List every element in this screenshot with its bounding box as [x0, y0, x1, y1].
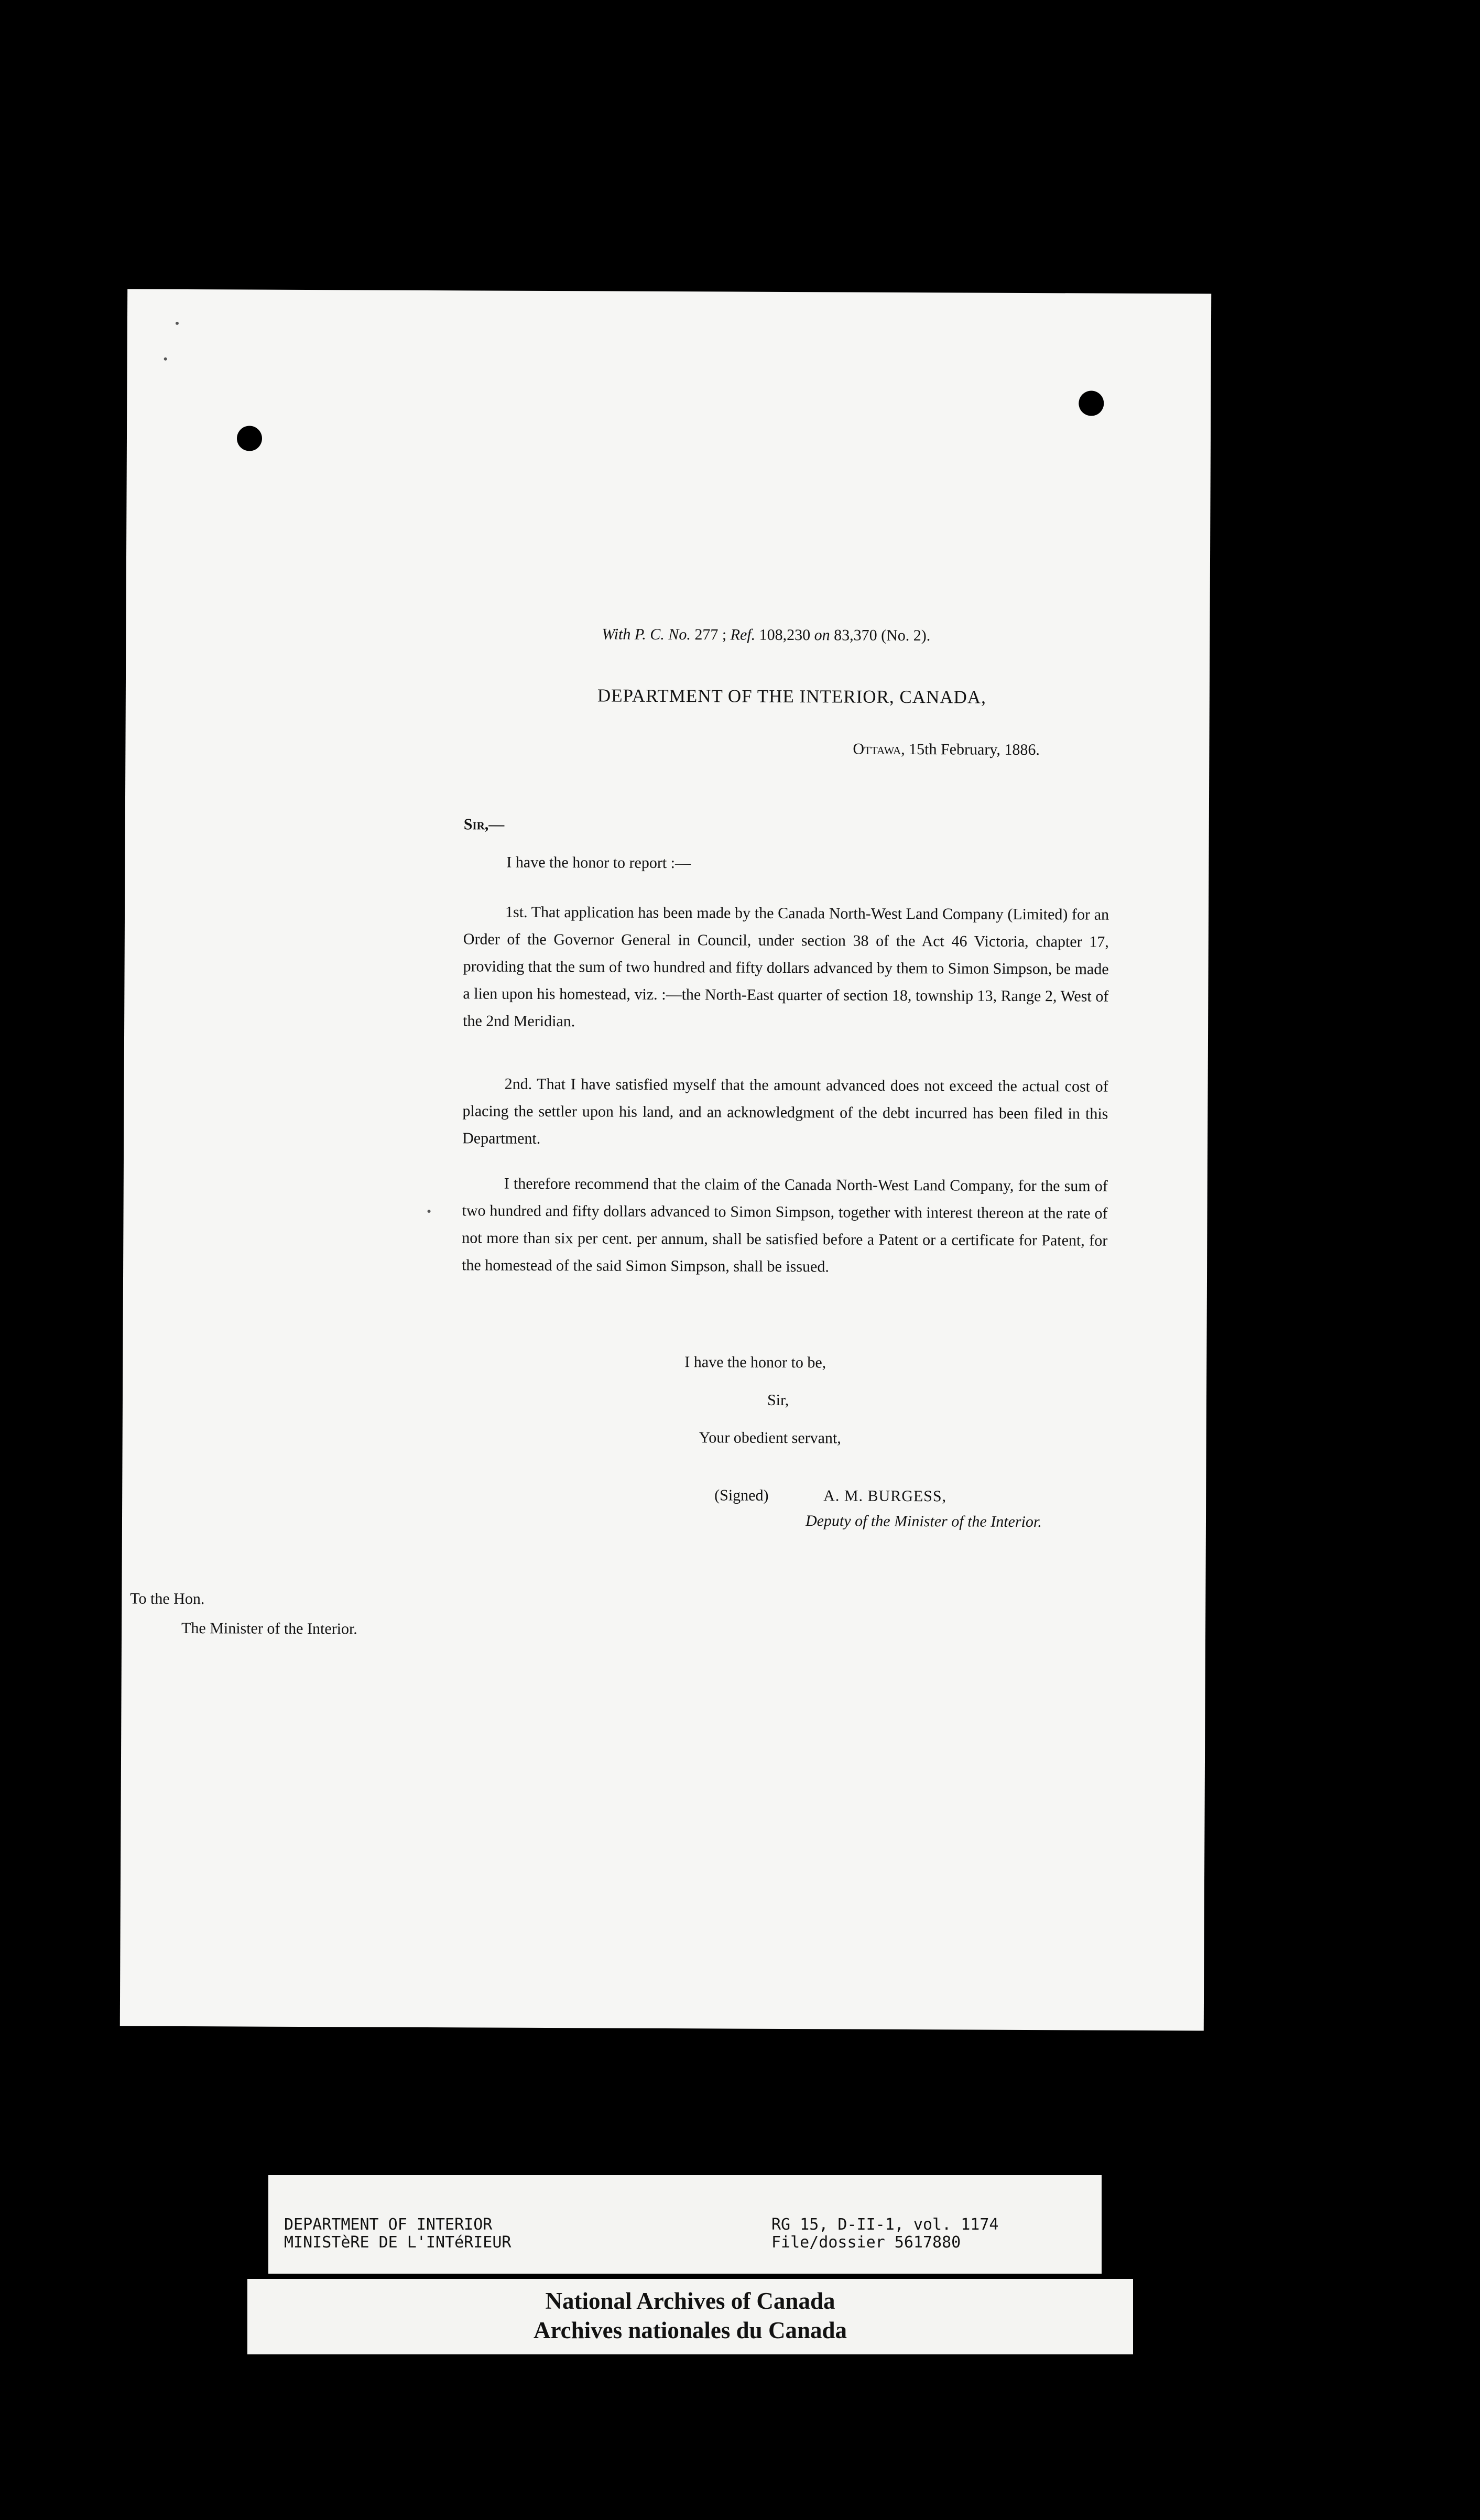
speck-mark [428, 1210, 431, 1213]
paragraph-3-text: I therefore recommend that the claim of the Canada North-West Land Company, for the sum of two hundred and fifty dollars advanced to Simon Simpson, together with interest thereon at the rate of not more than six per cent. per annum, shall be satisfied before a Patent or a certificate for Patent, for the homestead of the said Simon Simpson, shall be issued. [462, 1175, 1108, 1276]
place-date-line [853, 742, 1040, 758]
department-heading: DEPARTMENT OF THE INTERIOR, CANADA, [597, 685, 986, 708]
signer-name: A. M. BURGESS, [823, 1487, 947, 1505]
document-page [120, 289, 1211, 2031]
archive-label [268, 2175, 1102, 2274]
paragraph-1 [463, 898, 1109, 1037]
closing-line-3: Your obedient servant, [699, 1429, 841, 1447]
addressee-line-1: To the Hon. [130, 1590, 205, 1608]
letter-date: 15th February, 1886. [909, 741, 1040, 759]
reference-ref-number: 108,230 [759, 626, 811, 644]
paragraph-2 [462, 1070, 1108, 1155]
label-dept-fr: MINISTèRE DE L'INTéRIEUR [284, 2233, 512, 2252]
salutation: Sir,— [463, 816, 505, 833]
speck-mark [176, 322, 179, 325]
reference-on-label: on [814, 626, 830, 644]
closing-line-2: Sir, [767, 1391, 789, 1409]
speck-mark [164, 357, 167, 361]
reference-suffix: (No. 2). [881, 626, 931, 645]
reference-ref-label: Ref. [730, 626, 756, 644]
paragraph-2-text: 2nd. That I have satisfied myself that the amount advanced does not exceed the actual cost of placing the settler upon his land, and an acknowledgment of the debt incurred has been filed in this Department. [462, 1075, 1108, 1147]
signer-title: Deputy of the Minister of the Interior. [805, 1512, 1042, 1531]
reference-number: 277 [694, 626, 719, 644]
label-file: File/dossier 5617880 [771, 2233, 961, 2252]
label-ref: RG 15, D-II-1, vol. 1174 [771, 2215, 999, 2234]
opening-line: I have the honor to report :— [506, 853, 691, 872]
reference-prefix: With P. C. No. [602, 625, 691, 644]
paragraph-3 [462, 1170, 1108, 1281]
archive-name-en: National Archives of Canada [545, 2288, 835, 2314]
place: Ottawa, [853, 740, 905, 758]
archive-name-fr: Archives nationales du Canada [533, 2317, 847, 2343]
punch-hole-right [1079, 390, 1104, 416]
punch-hole-left [237, 426, 262, 451]
signed-note: (Signed) [714, 1486, 769, 1504]
reference-on-number: 83,370 [834, 626, 877, 644]
addressee-line-2: The Minister of the Interior. [181, 1619, 357, 1638]
paragraph-1-text: 1st. That application has been made by the Canada North-West Land Company (Limited) for an Order of the Governor General in Council, under section 38 of the Act 46 Victoria, chapter 17, providing that the sum of two hundred and fifty dollars advanced by them to Simon Simpson, be made a lien upon his homestead, viz. :—the North-East quarter of section 18, township 13, Range 2, West of the 2nd Meridian. [463, 903, 1109, 1030]
reference-line: With P. C. No. 277 ; Ref. 108,230 on 83,370 (No. 2). [602, 625, 931, 645]
label-dept-en: DEPARTMENT OF INTERIOR [284, 2215, 493, 2234]
closing-line-1: I have the honor to be, [684, 1353, 826, 1372]
archive-name-banner [247, 2279, 1133, 2354]
